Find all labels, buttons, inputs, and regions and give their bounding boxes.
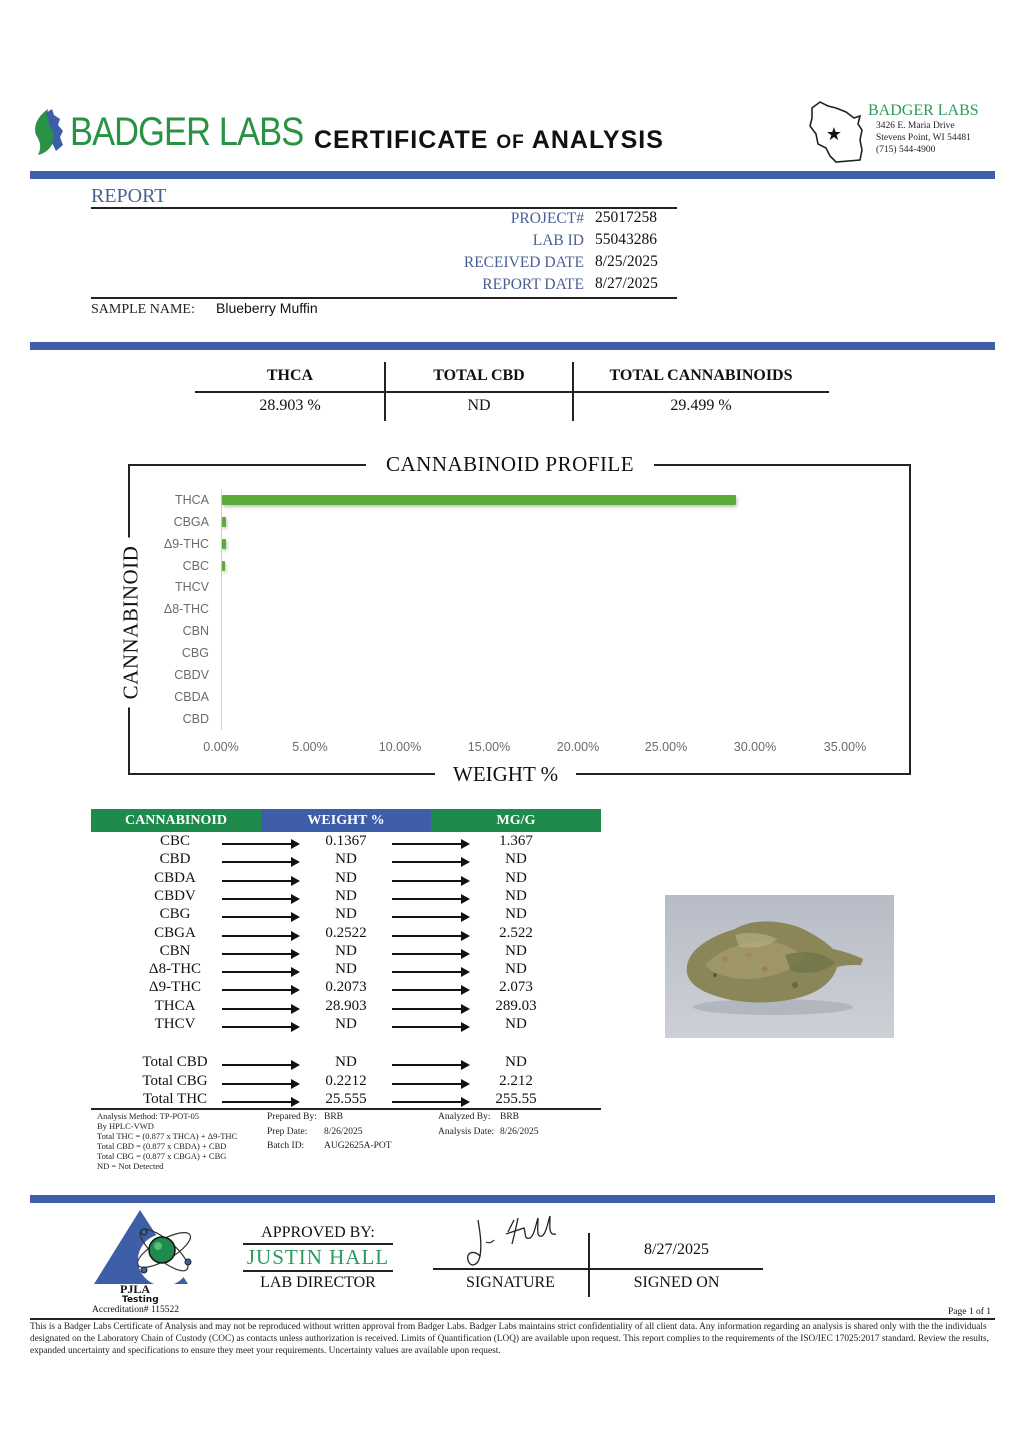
prepared-by-value: BRB xyxy=(324,1112,344,1122)
signed-on-label: SIGNED ON xyxy=(633,1274,720,1291)
summary-divider xyxy=(195,391,829,393)
arrow-icon xyxy=(222,1026,298,1028)
chart-x-tick: 35.00% xyxy=(823,740,867,754)
summary-total-cannabinoids-label: TOTAL CANNABINOIDS xyxy=(609,367,793,384)
arrow-icon xyxy=(222,880,298,882)
summary-thca-label: THCA xyxy=(266,367,314,384)
chart-x-tick: 30.00% xyxy=(733,740,777,754)
arrow-icon xyxy=(222,1008,298,1010)
table-row-name: CBDV xyxy=(154,887,196,904)
address-line-2: Stevens Point, WI 54481 xyxy=(876,133,971,143)
chart-bar xyxy=(222,495,736,505)
table-row-mgg: ND xyxy=(505,1054,527,1070)
table-row-mgg: 289.03 xyxy=(495,997,537,1014)
sample-name-label: SAMPLE NAME: xyxy=(91,302,195,317)
pjla-atom-icon xyxy=(92,1210,192,1288)
arrow-icon xyxy=(392,861,468,863)
brand-name: BADGER LABS xyxy=(70,109,304,154)
svg-text:★: ★ xyxy=(825,124,843,144)
footer-divider xyxy=(30,1195,995,1203)
document-title: CERTIFICATE OF ANALYSIS xyxy=(314,126,664,154)
analyzed-by-value: BRB xyxy=(500,1112,520,1122)
table-header-cannabinoid: CANNABINOID xyxy=(91,809,261,832)
arrow-icon xyxy=(222,935,298,937)
approved-by-label: APPROVED BY: xyxy=(261,1224,375,1241)
chart-x-tick: 0.00% xyxy=(203,740,239,754)
table-row-weight: ND xyxy=(335,906,357,923)
table-bottom-rule xyxy=(91,1108,601,1110)
signed-on-value: 8/27/2025 xyxy=(644,1241,709,1258)
analysis-method-notes: Analysis Method: TP-POT-05 By HPLC-VWD Total THC = (0.877 x THCA) + Δ9-THC Total CBD = (0.877 x CBDA) + CBD Total CBG = (0.877 x CBGA) + CBG ND = Not Detected xyxy=(97,1111,238,1171)
arrow-icon xyxy=(392,916,468,918)
chart-x-tick: 25.00% xyxy=(644,740,688,754)
approval-rule xyxy=(243,1270,393,1272)
arrow-icon xyxy=(392,898,468,900)
chart-category-label: Δ8-THC xyxy=(163,602,209,616)
accreditation-number: Accreditation# 115522 xyxy=(92,1305,179,1315)
table-row-mgg: 255.55 xyxy=(495,1091,537,1107)
arrow-icon xyxy=(392,1064,468,1066)
cannabinoid-profile-chart xyxy=(128,464,911,775)
prep-date-label: Prep Date: xyxy=(267,1127,308,1137)
wisconsin-map-icon xyxy=(806,98,870,166)
signature-label: SIGNATURE xyxy=(466,1274,555,1291)
chart-x-axis-title: WEIGHT % xyxy=(435,762,576,787)
table-row-name: Δ8-THC xyxy=(148,961,202,978)
arrow-icon xyxy=(222,861,298,863)
table-row-weight: ND xyxy=(335,1054,357,1070)
leaf-icon xyxy=(30,107,66,157)
table-row-weight: 28.903 xyxy=(325,997,367,1014)
lab-id-value: 55043286 xyxy=(595,231,657,248)
sample-photo xyxy=(665,895,894,1038)
table-row-mgg: ND xyxy=(505,869,527,886)
badger-labs-logo xyxy=(30,106,341,158)
table-row-name: Total CBD xyxy=(142,1054,208,1070)
table-row-weight: 25.555 xyxy=(325,1091,367,1107)
analysis-date-value: 8/26/2025 xyxy=(500,1127,539,1137)
analyzed-by-label: Analyzed By: xyxy=(438,1112,491,1122)
summary-separator xyxy=(384,362,386,421)
table-row-name: CBDA xyxy=(154,869,196,886)
header-divider xyxy=(30,171,995,179)
report-label: REPORT xyxy=(91,185,167,207)
arrow-icon xyxy=(392,971,468,973)
table-header-weight: WEIGHT % xyxy=(261,809,431,832)
arrow-icon xyxy=(392,1026,468,1028)
arrow-icon xyxy=(222,1083,298,1085)
sample-divider xyxy=(91,297,677,299)
arrow-icon xyxy=(392,1008,468,1010)
batch-id-value: AUG2625A-POT xyxy=(324,1141,392,1151)
table-row-weight: ND xyxy=(335,851,357,868)
table-row-weight: ND xyxy=(335,942,357,959)
signature-rule xyxy=(433,1268,763,1270)
address-line-1: 3426 E. Maria Drive xyxy=(876,121,955,131)
table-row-mgg: 2.073 xyxy=(499,979,533,996)
chart-category-label: Δ9-THC xyxy=(163,537,209,551)
table-row-name: CBGA xyxy=(154,924,196,941)
table-row-mgg: 1.367 xyxy=(499,833,533,849)
table-row-mgg: ND xyxy=(505,942,527,959)
chart-title: CANNABINOID PROFILE xyxy=(366,452,654,477)
arrow-icon xyxy=(222,971,298,973)
summary-total-cbd-value: ND xyxy=(467,397,491,414)
sample-name-value: Blueberry Muffin xyxy=(216,300,318,316)
table-row-name: THCV xyxy=(154,1016,196,1032)
chart-x-tick: 5.00% xyxy=(292,740,328,754)
table-row-weight: 0.2212 xyxy=(325,1072,367,1089)
table-row-name: THCA xyxy=(154,997,196,1014)
pjla-accreditation-logo xyxy=(92,1210,192,1310)
table-row-mgg: 2.212 xyxy=(499,1072,533,1089)
table-header-mgg: MG/G xyxy=(431,809,601,832)
arrow-icon xyxy=(392,1083,468,1085)
arrow-icon xyxy=(392,989,468,991)
arrow-icon xyxy=(222,1101,298,1103)
received-date-value: 8/25/2025 xyxy=(595,253,658,270)
project-label: PROJECT# xyxy=(510,210,584,227)
chart-x-tick: 20.00% xyxy=(556,740,600,754)
table-row-weight: ND xyxy=(335,869,357,886)
table-row-weight: ND xyxy=(335,961,357,978)
arrow-icon xyxy=(392,880,468,882)
pjla-name: PJLA xyxy=(120,1282,150,1296)
chart-x-tick: 10.00% xyxy=(378,740,422,754)
page-number: Page 1 of 1 xyxy=(947,1307,991,1317)
arrow-icon xyxy=(392,935,468,937)
chart-x-tick: 15.00% xyxy=(467,740,511,754)
arrow-icon xyxy=(222,1064,298,1066)
report-date-label: REPORT DATE xyxy=(482,276,584,293)
summary-thca-value: 28.903 % xyxy=(259,397,321,414)
approver-name: JUSTIN HALL xyxy=(246,1245,390,1269)
footer-rule xyxy=(30,1318,995,1320)
batch-id-label: Batch ID: xyxy=(267,1141,305,1151)
disclaimer-text: This is a Badger Labs Certificate of Analysis and may not be reproduced without written approval from Badger Labs. Badger Labs maintains strict confidentiality of all client data. Any information regarding an analysis is shared only with the the individuals designated on the Laboratory Chain of Custody (COC) as contacts unless authorization is received. Limits of Quantification (LOQ) are available upon request. This report complies to the requirements of the ISO/IEC 17025:2017 standard. Review the results, expanded uncertainty and specifications to ensure they meet your requirements. Uncertainty values are available upon request. xyxy=(30,1322,989,1356)
table-row-mgg: 2.522 xyxy=(499,924,533,941)
chart-bar xyxy=(222,561,225,571)
table-row-name: Total CBG xyxy=(142,1072,208,1089)
prepared-by-label: Prepared By: xyxy=(267,1112,317,1122)
report-date-value: 8/27/2025 xyxy=(595,275,658,292)
chart-category-label: CBDV xyxy=(174,668,209,682)
chart-y-axis-title: CANNABINOID xyxy=(119,538,144,708)
chart-category-label: CBD xyxy=(182,712,209,726)
chart-bar xyxy=(222,539,226,549)
table-row-weight: 0.2073 xyxy=(325,979,367,996)
summary-total-cbd-label: TOTAL CBD xyxy=(433,367,525,384)
project-value: 25017258 xyxy=(595,209,657,226)
table-row-weight: ND xyxy=(335,1016,357,1032)
table-row-name: CBG xyxy=(159,906,191,923)
table-row-mgg: ND xyxy=(505,961,527,978)
chart-category-label: THCV xyxy=(174,580,209,594)
chart-category-label: CBGA xyxy=(173,515,209,529)
table-row-name: CBN xyxy=(159,942,191,959)
signature-image xyxy=(460,1212,570,1272)
arrow-icon xyxy=(222,898,298,900)
table-row-mgg: ND xyxy=(505,1016,527,1032)
arrow-icon xyxy=(222,989,298,991)
section-divider xyxy=(30,342,995,350)
arrow-icon xyxy=(392,843,468,845)
analysis-date-label: Analysis Date: xyxy=(438,1127,495,1137)
lab-id-label: LAB ID xyxy=(532,232,584,249)
chart-category-label: CBC xyxy=(182,559,209,573)
summary-separator xyxy=(572,362,574,421)
summary-total-cannabinoids-value: 29.499 % xyxy=(670,397,732,414)
approver-title: LAB DIRECTOR xyxy=(260,1274,376,1291)
chart-category-label: CBDA xyxy=(174,690,209,704)
table-row-name: Δ9-THC xyxy=(148,979,202,996)
table-row-name: Total THC xyxy=(142,1091,208,1107)
arrow-icon xyxy=(392,953,468,955)
cannabis-bud-image xyxy=(665,895,894,1038)
chart-category-label: CBG xyxy=(181,646,209,660)
arrow-icon xyxy=(222,843,298,845)
table-row-weight: 0.1367 xyxy=(325,833,367,849)
chart-bar xyxy=(222,517,226,527)
arrow-icon xyxy=(222,953,298,955)
arrow-icon xyxy=(222,916,298,918)
table-row-mgg: ND xyxy=(505,887,527,904)
address-phone: (715) 544-4900 xyxy=(876,145,936,155)
lab-name: BADGER LABS xyxy=(868,102,979,119)
prep-date-value: 8/26/2025 xyxy=(324,1127,363,1137)
chart-category-label: CBN xyxy=(182,624,209,638)
table-row-weight: 0.2522 xyxy=(325,924,367,941)
table-row-name: CBD xyxy=(159,851,191,868)
table-row-name: CBC xyxy=(159,833,190,849)
table-row-weight: ND xyxy=(335,887,357,904)
received-date-label: RECEIVED DATE xyxy=(463,254,584,271)
chart-category-label: THCA xyxy=(174,493,209,507)
table-row-mgg: ND xyxy=(505,906,527,923)
report-divider xyxy=(91,207,677,209)
table-row-mgg: ND xyxy=(505,851,527,868)
arrow-icon xyxy=(392,1101,468,1103)
lab-address-block xyxy=(806,96,1006,166)
pjla-testing: Testing xyxy=(122,1295,159,1305)
